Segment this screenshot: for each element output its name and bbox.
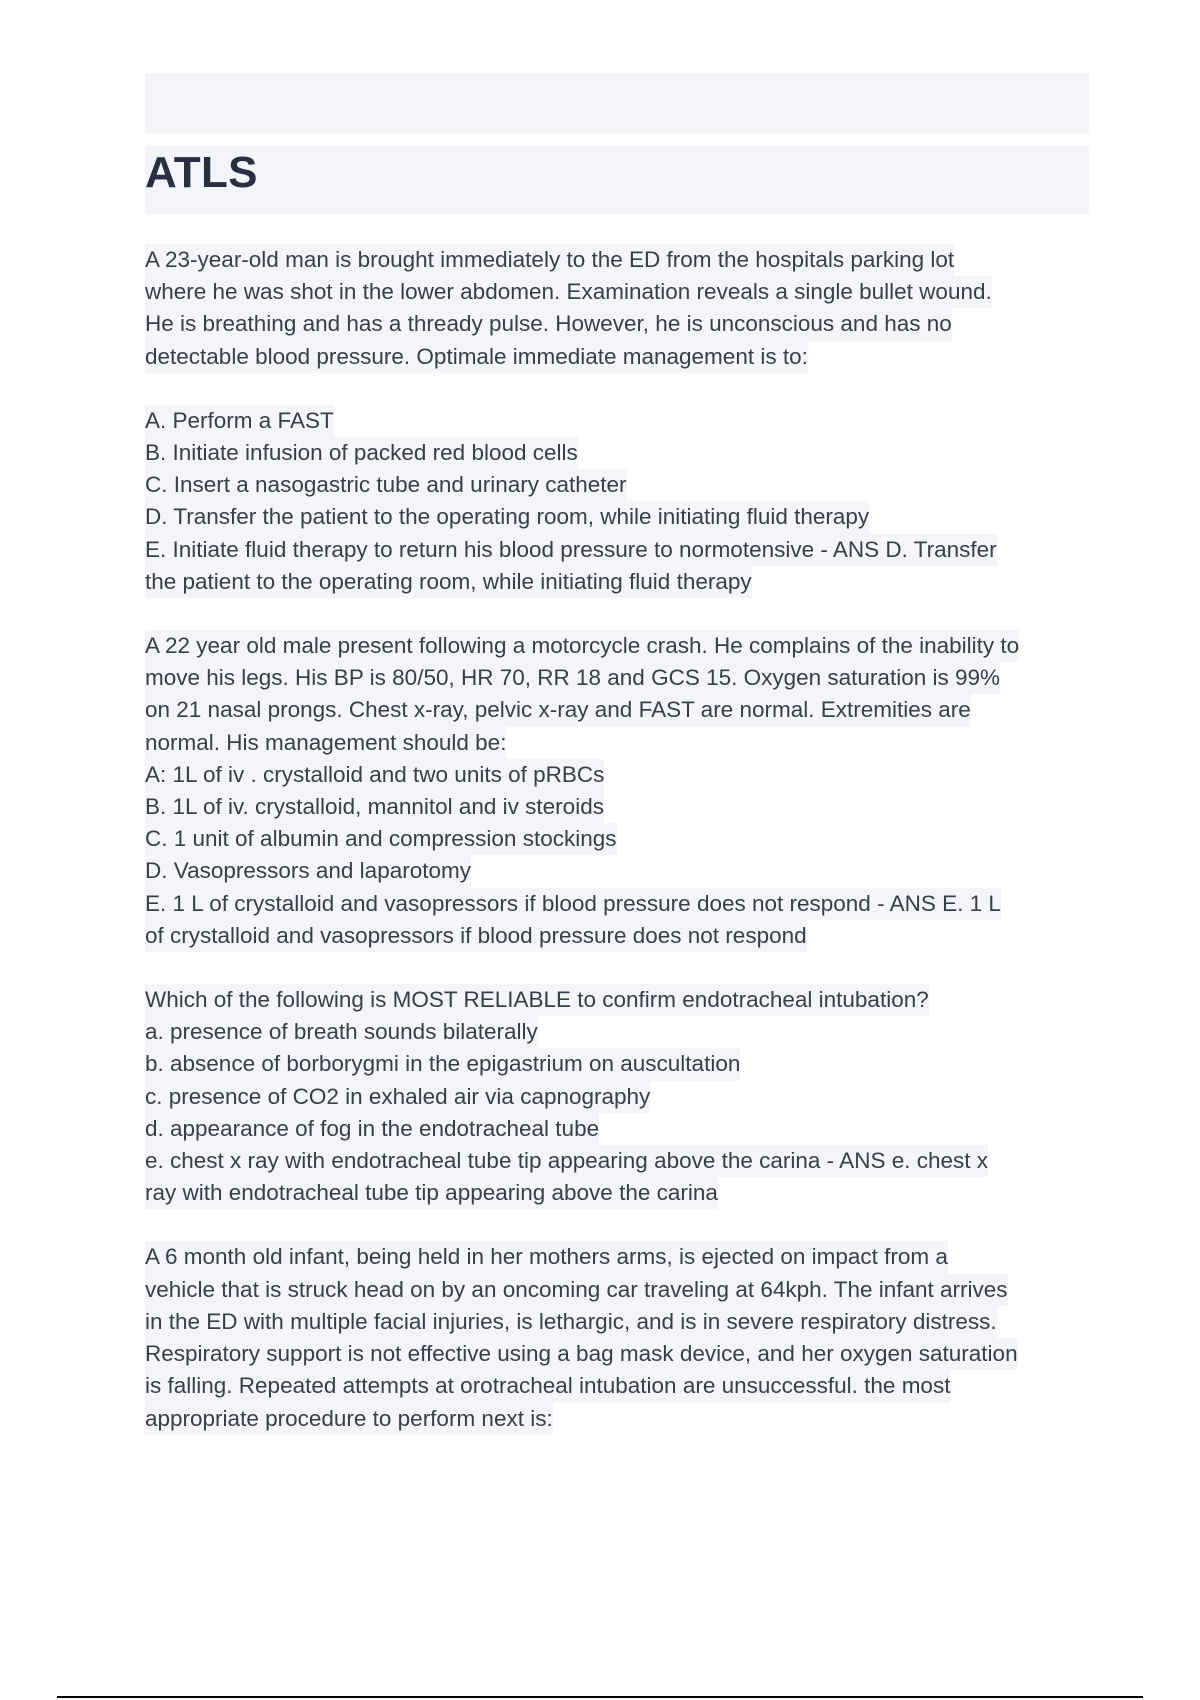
question-block [145, 1241, 1095, 1434]
answer-option: d. appearance of fog in the endotracheal tube [145, 1113, 599, 1145]
question-stem-line: appropriate procedure to perform next is: [145, 1403, 553, 1435]
question-stem-line: Respiratory support is not effective using a bag mask device, and her oxygen saturation [145, 1338, 1018, 1370]
question-stem-line: where he was shot in the lower abdomen. Examination reveals a single bullet wound. [145, 276, 992, 308]
document-body [145, 244, 1095, 1467]
question-block [145, 244, 1095, 598]
question-stem-line: in the ED with multiple facial injuries, is lethargic, and is in severe respiratory distress. [145, 1306, 997, 1338]
title-band [145, 146, 1089, 214]
footer-divider [57, 1696, 1143, 1698]
answer-option: A. Perform a FAST [145, 405, 334, 437]
question-stem-line: normal. His management should be: [145, 727, 506, 759]
question-block [145, 630, 1095, 952]
answer-key-line: ray with endotracheal tube tip appearing above the carina [145, 1177, 718, 1209]
answer-option: b. absence of borborygmi in the epigastrium on auscultation [145, 1048, 740, 1080]
question-stem-line: A 23-year-old man is brought immediately to the ED from the hospitals parking lot [145, 244, 954, 276]
answer-key-line: of crystalloid and vasopressors if blood pressure does not respond [145, 920, 807, 952]
answer-option: c. presence of CO2 in exhaled air via capnography [145, 1081, 650, 1113]
question-stem-line: A 6 month old infant, being held in her mothers arms, is ejected on impact from a [145, 1241, 948, 1273]
question-stem-line: on 21 nasal prongs. Chest x-ray, pelvic x-ray and FAST are normal. Extremities are [145, 694, 971, 726]
answer-option: C. 1 unit of albumin and compression stockings [145, 823, 617, 855]
document-title: ATLS [145, 148, 258, 197]
question-stem-line: A 22 year old male present following a motorcycle crash. He complains of the inability to [145, 630, 1019, 662]
answer-option: B. 1L of iv. crystalloid, mannitol and iv steroids [145, 791, 604, 823]
answer-option: C. Insert a nasogastric tube and urinary catheter [145, 469, 627, 501]
header-band [145, 73, 1089, 133]
answer-option: D. Transfer the patient to the operating room, while initiating fluid therapy [145, 501, 869, 533]
answer-option: B. Initiate infusion of packed red blood cells [145, 437, 578, 469]
answer-option: A: 1L of iv . crystalloid and two units of pRBCs [145, 759, 604, 791]
question-block [145, 984, 1095, 1209]
answer-option: a. presence of breath sounds bilaterally [145, 1016, 538, 1048]
paragraph-gap [145, 373, 1095, 405]
question-stem-line: detectable blood pressure. Optimale immediate management is to: [145, 341, 808, 373]
answer-option: E. Initiate fluid therapy to return his blood pressure to normotensive - ANS D. Transfer [145, 534, 997, 566]
question-stem-line: vehicle that is struck head on by an oncoming car traveling at 64kph. The infant arrives [145, 1274, 1008, 1306]
question-stem-line: is falling. Repeated attempts at orotracheal intubation are unsuccessful. the most [145, 1370, 950, 1402]
answer-option: E. 1 L of crystalloid and vasopressors if blood pressure does not respond - ANS E. 1 L [145, 888, 1001, 920]
question-stem-line: Which of the following is MOST RELIABLE to confirm endotracheal intubation? [145, 984, 929, 1016]
question-stem-line: He is breathing and has a thready pulse. However, he is unconscious and has no [145, 308, 952, 340]
answer-key-line: the patient to the operating room, while initiating fluid therapy [145, 566, 752, 598]
answer-option: e. chest x ray with endotracheal tube tip appearing above the carina - ANS e. chest x [145, 1145, 988, 1177]
answer-option: D. Vasopressors and laparotomy [145, 855, 471, 887]
question-stem-line: move his legs. His BP is 80/50, HR 70, RR 18 and GCS 15. Oxygen saturation is 99% [145, 662, 1000, 694]
